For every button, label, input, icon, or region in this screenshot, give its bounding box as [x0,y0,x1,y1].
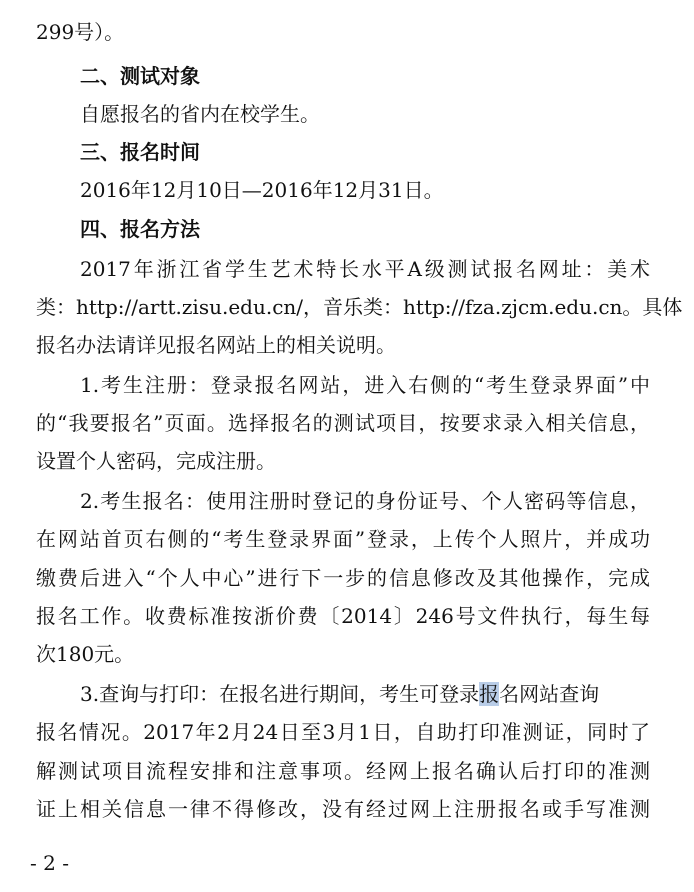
selected-text-highlight[interactable]: 报 [479,682,500,706]
text-line-with-selection [80,681,650,707]
page-number: - 2 - [30,851,69,875]
text-line: 缴费后进入“个人中心”进行下一步的信息修改及其他操作，完成 [36,566,650,590]
text-line: 299号）。 [36,20,125,44]
text-line: 解测试项目流程安排和注意事项。经网上报名确认后打印的准测 [36,759,650,783]
text-line: 在网站首页右侧的“考生登录界面”登录，上传个人照片，并成功 [36,527,650,551]
text-line: 1.考生注册：登录报名网站，进入右侧的“考生登录界面”中 [80,373,650,397]
text-line: 证上相关信息一律不得修改，没有经过网上注册报名或手写准测 [36,797,650,821]
text-line: 2017年浙江省学生艺术特长水平A级测试报名网址：美术 [80,257,650,281]
text-line: 2.考生报名：使用注册时登记的身份证号、个人密码等信息， [80,489,650,513]
text-line: 报名办法请详见报名网站上的相关说明。 [36,333,396,357]
text-line: 设置个人密码，完成注册。 [36,449,276,473]
text-line: 次180元。 [36,642,135,666]
section-heading-registration-time: 三、报名时间 [80,140,200,164]
text-line: 的“我要报名”页面。选择报名的测试项目，按要求录入相关信息， [36,411,650,435]
section-heading-test-target: 二、测试对象 [80,64,200,88]
section-heading-registration-method: 四、报名方法 [80,217,200,241]
text-line: 报名工作。收费标准按浙价费〔2014〕246号文件执行，每生每 [36,604,650,628]
text-line: 2016年12月10日—2016年12月31日。 [80,178,444,202]
text-line-urls: 类：http://artt.zisu.edu.cn/，音乐类：http://fza.zjcm.edu.cn。具体 [36,295,683,319]
text-line: 报名情况。2017年2月24日至3月1日，自助打印准测证，同时了 [36,720,650,744]
text-segment: 3.查询与打印：在报名进行期间，考生可登录 [80,682,480,706]
text-line: 自愿报名的省内在校学生。 [80,102,320,126]
text-segment: 名网站查询 [499,682,600,706]
